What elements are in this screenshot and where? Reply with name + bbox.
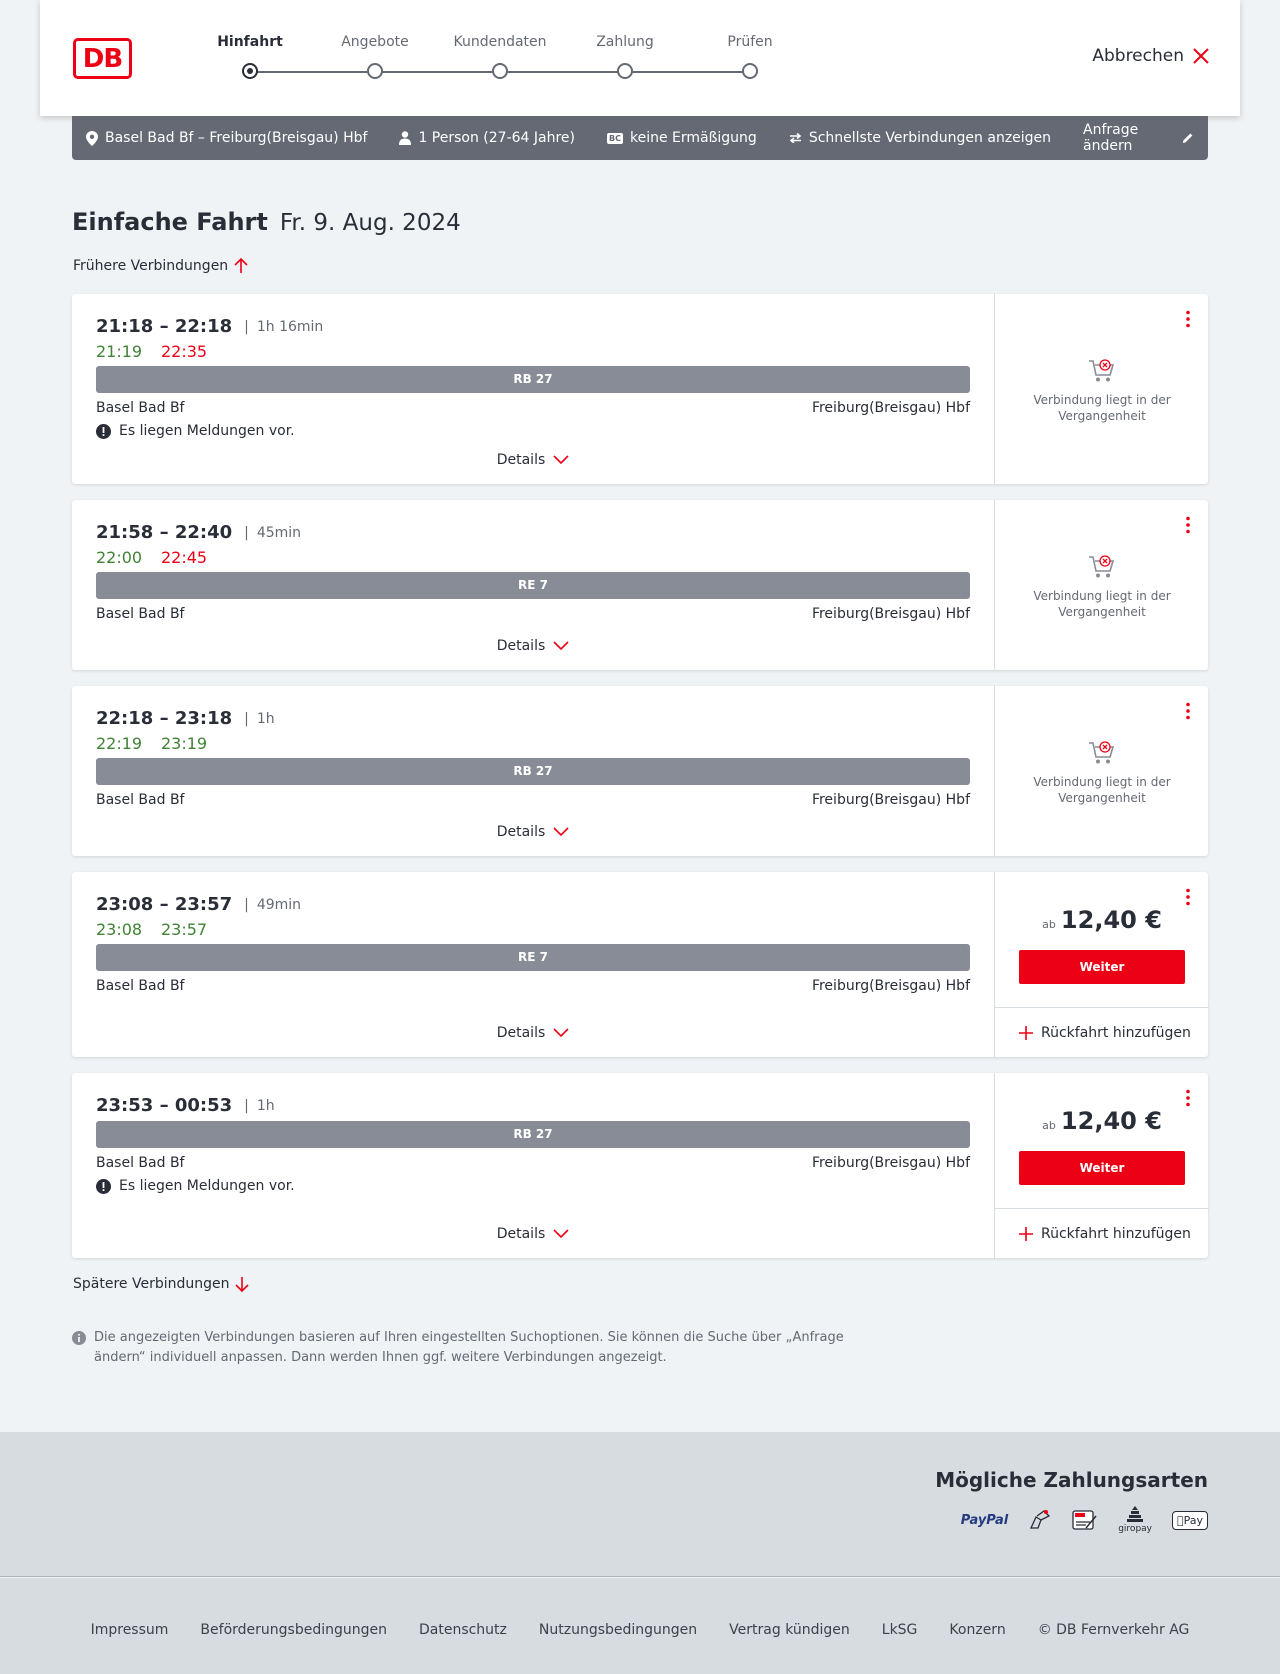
summary-option (789, 130, 1051, 146)
realtime-arrival: 23:19 (161, 734, 208, 753)
connection-info (72, 872, 994, 1057)
earlier-connections-label: Frühere Verbindungen (73, 258, 229, 274)
search-summary-bar (72, 116, 1208, 160)
apple-pay-text: Pay (1183, 1513, 1203, 1527)
separator: | (244, 524, 249, 541)
origin-station: Basel Bad Bf (96, 792, 185, 808)
later-connections-link[interactable] (73, 1276, 249, 1292)
train-bar: RE 7 (96, 944, 970, 971)
giropay-icon (1118, 1506, 1152, 1534)
step-dot-active (242, 63, 258, 79)
info-notice (72, 1328, 852, 1368)
paypal-icon (961, 1513, 1008, 1528)
origin-station: Basel Bad Bf (96, 400, 185, 416)
step-zahlung (555, 34, 695, 56)
close-icon (1192, 47, 1210, 65)
connection-info (72, 686, 994, 856)
destination-station: Freiburg(Breisgau) Hbf (811, 1155, 970, 1171)
summary-route-text: Basel Bad Bf – Freiburg(Breisgau) Hbf (105, 130, 368, 146)
duration: 45min (256, 524, 302, 541)
disruption-text: Es liegen Meldungen vor. (119, 423, 295, 439)
cart-unavailable-icon (1088, 358, 1116, 384)
summary-passengers-text: 1 Person (27-64 Jahre) (418, 130, 575, 146)
train-bar: RB 27 (96, 366, 970, 393)
person-icon (399, 131, 411, 145)
cancel-button[interactable] (1092, 46, 1210, 66)
more-options-icon[interactable] (1184, 888, 1192, 906)
footer-link-datenschutz[interactable]: Datenschutz (418, 1622, 507, 1638)
realtime-departure: 23:08 (96, 920, 143, 939)
destination-station: Freiburg(Breisgau) Hbf (811, 606, 970, 622)
header (40, 0, 1240, 116)
realtime-arrival: 22:35 (161, 342, 208, 361)
divider (995, 1007, 1209, 1008)
edit-request-label: Anfrage ändern (1083, 122, 1139, 154)
divider (995, 1208, 1209, 1209)
stations (96, 792, 970, 808)
chevron-down-icon (553, 455, 569, 465)
chevron-down-icon (553, 1229, 569, 1239)
booking-stepper (180, 34, 800, 84)
cancel-label: Abbrechen (1092, 46, 1184, 66)
footer (0, 1578, 1280, 1674)
connection-offer (994, 1073, 1208, 1258)
trip-date: Fr. 9. Aug. 2024 (279, 210, 461, 236)
details-toggle[interactable] (72, 1025, 994, 1041)
past-connection-notice (995, 740, 1209, 806)
more-options-icon[interactable] (1184, 1089, 1192, 1107)
add-return-trip-button[interactable] (1019, 1226, 1191, 1242)
summary-discount-text: keine Ermäßigung (629, 130, 757, 146)
pencil-icon (1182, 131, 1194, 145)
past-connection-notice (995, 358, 1209, 424)
summary-option-text: Schnellste Verbindungen anzeigen (808, 130, 1052, 146)
connection-offer (994, 294, 1208, 484)
details-label: Details (496, 638, 546, 654)
summary-passengers (399, 130, 575, 146)
origin-station: Basel Bad Bf (96, 978, 185, 994)
more-options-icon[interactable] (1184, 516, 1192, 534)
connection-info (72, 1073, 994, 1258)
connection-card (72, 1073, 1208, 1258)
connection-card (72, 294, 1208, 484)
summary-discount (607, 130, 757, 146)
realtime-times (96, 734, 207, 753)
step-label: Hinfahrt (217, 34, 283, 50)
apple-pay-badge (1172, 1511, 1208, 1530)
train-bar: RE 7 (96, 572, 970, 599)
add-return-trip-label: Rückfahrt hinzufügen (1041, 1226, 1191, 1242)
location-pin-icon (86, 131, 98, 146)
step-hinfahrt (180, 34, 320, 56)
price-value: 12,40 € (1060, 906, 1162, 934)
apple-pay-icon (1172, 1511, 1208, 1530)
page-title (72, 208, 461, 236)
price (995, 1107, 1209, 1135)
disruption-text: Es liegen Meldungen vor. (119, 1178, 295, 1194)
connection-card (72, 686, 1208, 856)
footer-link-vertrag-kuendigen[interactable]: Vertrag kündigen (729, 1622, 850, 1638)
connection-times (96, 1095, 275, 1116)
alert-icon (96, 424, 111, 439)
realtime-departure: 21:19 (96, 342, 143, 361)
more-options-icon[interactable] (1184, 310, 1192, 328)
alert-icon (96, 1179, 111, 1194)
stations (96, 400, 970, 416)
origin-station: Basel Bad Bf (96, 1155, 185, 1171)
connection-times (96, 316, 323, 337)
db-logo[interactable]: DB (73, 38, 132, 79)
payment-methods-title: Mögliche Zahlungsarten (935, 1468, 1208, 1492)
destination-station: Freiburg(Breisgau) Hbf (811, 792, 970, 808)
connection-offer (994, 872, 1208, 1057)
payment-methods-section (0, 1432, 1280, 1577)
realtime-arrival: 23:57 (161, 920, 208, 939)
past-connection-notice (995, 554, 1209, 620)
connection-times (96, 708, 275, 729)
trip-type: Einfache Fahrt (72, 208, 268, 236)
step-label: Prüfen (727, 34, 773, 50)
step-label: Zahlung (596, 34, 654, 50)
realtime-arrival: 22:45 (161, 548, 208, 567)
disruption-message (96, 423, 295, 439)
details-toggle[interactable] (72, 638, 994, 654)
footer-link-lksg[interactable]: LkSG (881, 1622, 918, 1638)
later-connections-label: Spätere Verbindungen (73, 1276, 230, 1292)
plus-icon (1019, 1026, 1033, 1040)
step-angebote (305, 34, 445, 56)
plus-icon (1019, 1227, 1033, 1241)
connection-offer (994, 686, 1208, 856)
connection-card (72, 872, 1208, 1057)
info-text: Die angezeigten Verbindungen basieren auf Ihren eingestellten Suchoptionen. Sie können die Suche über „Anfrage ändern“ individuell anpassen. Dann werden Ihnen ggf. weitere Verbindungen angezeigt. (94, 1330, 844, 1365)
separator: | (244, 318, 249, 335)
duration: 1h (256, 1097, 275, 1114)
cart-unavailable-icon (1088, 554, 1116, 580)
duration: 1h 16min (256, 318, 324, 335)
details-toggle[interactable] (72, 452, 994, 468)
copyright: © DB Fernverkehr AG (1037, 1622, 1190, 1638)
earlier-connections-link[interactable] (73, 258, 248, 274)
add-return-trip-label: Rückfahrt hinzufügen (1041, 1025, 1191, 1041)
footer-link-nutzungsbedingungen[interactable]: Nutzungsbedingungen (538, 1622, 698, 1638)
details-label: Details (496, 1226, 546, 1242)
connection-offer (994, 500, 1208, 670)
cart-unavailable-icon (1088, 740, 1116, 766)
footer-link-impressum[interactable]: Impressum (90, 1622, 169, 1638)
connection-card (72, 500, 1208, 670)
footer-links (0, 1622, 1280, 1638)
summary-route (86, 130, 367, 146)
sepa-icon (1072, 1508, 1098, 1532)
planned-times: 23:53 – 00:53 (96, 1095, 233, 1116)
step-label: Angebote (341, 34, 409, 50)
disruption-message (96, 1178, 295, 1194)
realtime-times (96, 920, 207, 939)
price (995, 906, 1209, 934)
chevron-down-icon (553, 827, 569, 837)
price-prefix: ab (1042, 1119, 1056, 1132)
connection-times (96, 894, 301, 915)
step-dot (617, 63, 633, 79)
arrow-up-icon (234, 258, 248, 274)
info-icon (72, 1331, 86, 1345)
planned-times: 21:58 – 22:40 (96, 522, 233, 543)
details-label: Details (496, 452, 546, 468)
chevron-down-icon (553, 1028, 569, 1038)
footer-link-konzern[interactable]: Konzern (949, 1622, 1006, 1638)
separator: | (244, 896, 249, 913)
step-dot (492, 63, 508, 79)
payment-icons (961, 1506, 1208, 1534)
realtime-departure: 22:19 (96, 734, 143, 753)
step-label: Kundendaten (453, 34, 547, 50)
connection-times (96, 522, 301, 543)
more-options-icon[interactable] (1184, 702, 1192, 720)
chevron-down-icon (553, 641, 569, 651)
price-value: 12,40 € (1060, 1107, 1162, 1135)
giropay-text: giropay (1118, 1524, 1152, 1534)
realtime-times (96, 342, 207, 361)
past-connection-text: Verbindung liegt in der Vergangenheit (1033, 589, 1171, 619)
footer-link-befoerderungsbedingungen[interactable]: Beförderungsbedingungen (200, 1622, 387, 1638)
details-toggle[interactable] (72, 1226, 994, 1242)
past-connection-text: Verbindung liegt in der Vergangenheit (1033, 393, 1171, 423)
details-label: Details (496, 1025, 546, 1041)
arrow-down-icon (235, 1276, 249, 1292)
separator: | (244, 710, 249, 727)
past-connection-text: Verbindung liegt in der Vergangenheit (1033, 775, 1171, 805)
realtime-times (96, 548, 207, 567)
price-prefix: ab (1042, 918, 1056, 931)
planned-times: 23:08 – 23:57 (96, 894, 233, 915)
edit-request-button[interactable] (1083, 122, 1194, 154)
paypal-text: PayPal (960, 1512, 1009, 1528)
destination-station: Freiburg(Breisgau) Hbf (811, 400, 970, 416)
details-toggle[interactable] (72, 824, 994, 840)
separator: | (244, 1097, 249, 1114)
continue-button[interactable]: Weiter (1019, 1151, 1185, 1185)
duration: 49min (256, 896, 302, 913)
bahncard-icon: BC (609, 133, 621, 143)
swap-arrows-icon (789, 133, 802, 143)
train-bar: RB 27 (96, 1121, 970, 1148)
duration: 1h (256, 710, 275, 727)
train-bar: RB 27 (96, 758, 970, 785)
destination-station: Freiburg(Breisgau) Hbf (811, 978, 970, 994)
connection-info (72, 294, 994, 484)
credit-card-icon (1028, 1508, 1052, 1532)
planned-times: 21:18 – 22:18 (96, 316, 233, 337)
details-label: Details (496, 824, 546, 840)
add-return-trip-button[interactable] (1019, 1025, 1191, 1041)
step-kundendaten (430, 34, 570, 56)
stations (96, 1155, 970, 1171)
step-dot (742, 63, 758, 79)
step-pruefen (680, 34, 820, 56)
planned-times: 22:18 – 23:18 (96, 708, 233, 729)
connection-info (72, 500, 994, 670)
stations (96, 978, 970, 994)
origin-station: Basel Bad Bf (96, 606, 185, 622)
realtime-departure: 22:00 (96, 548, 143, 567)
continue-button[interactable]: Weiter (1019, 950, 1185, 984)
step-dot (367, 63, 383, 79)
stations (96, 606, 970, 622)
